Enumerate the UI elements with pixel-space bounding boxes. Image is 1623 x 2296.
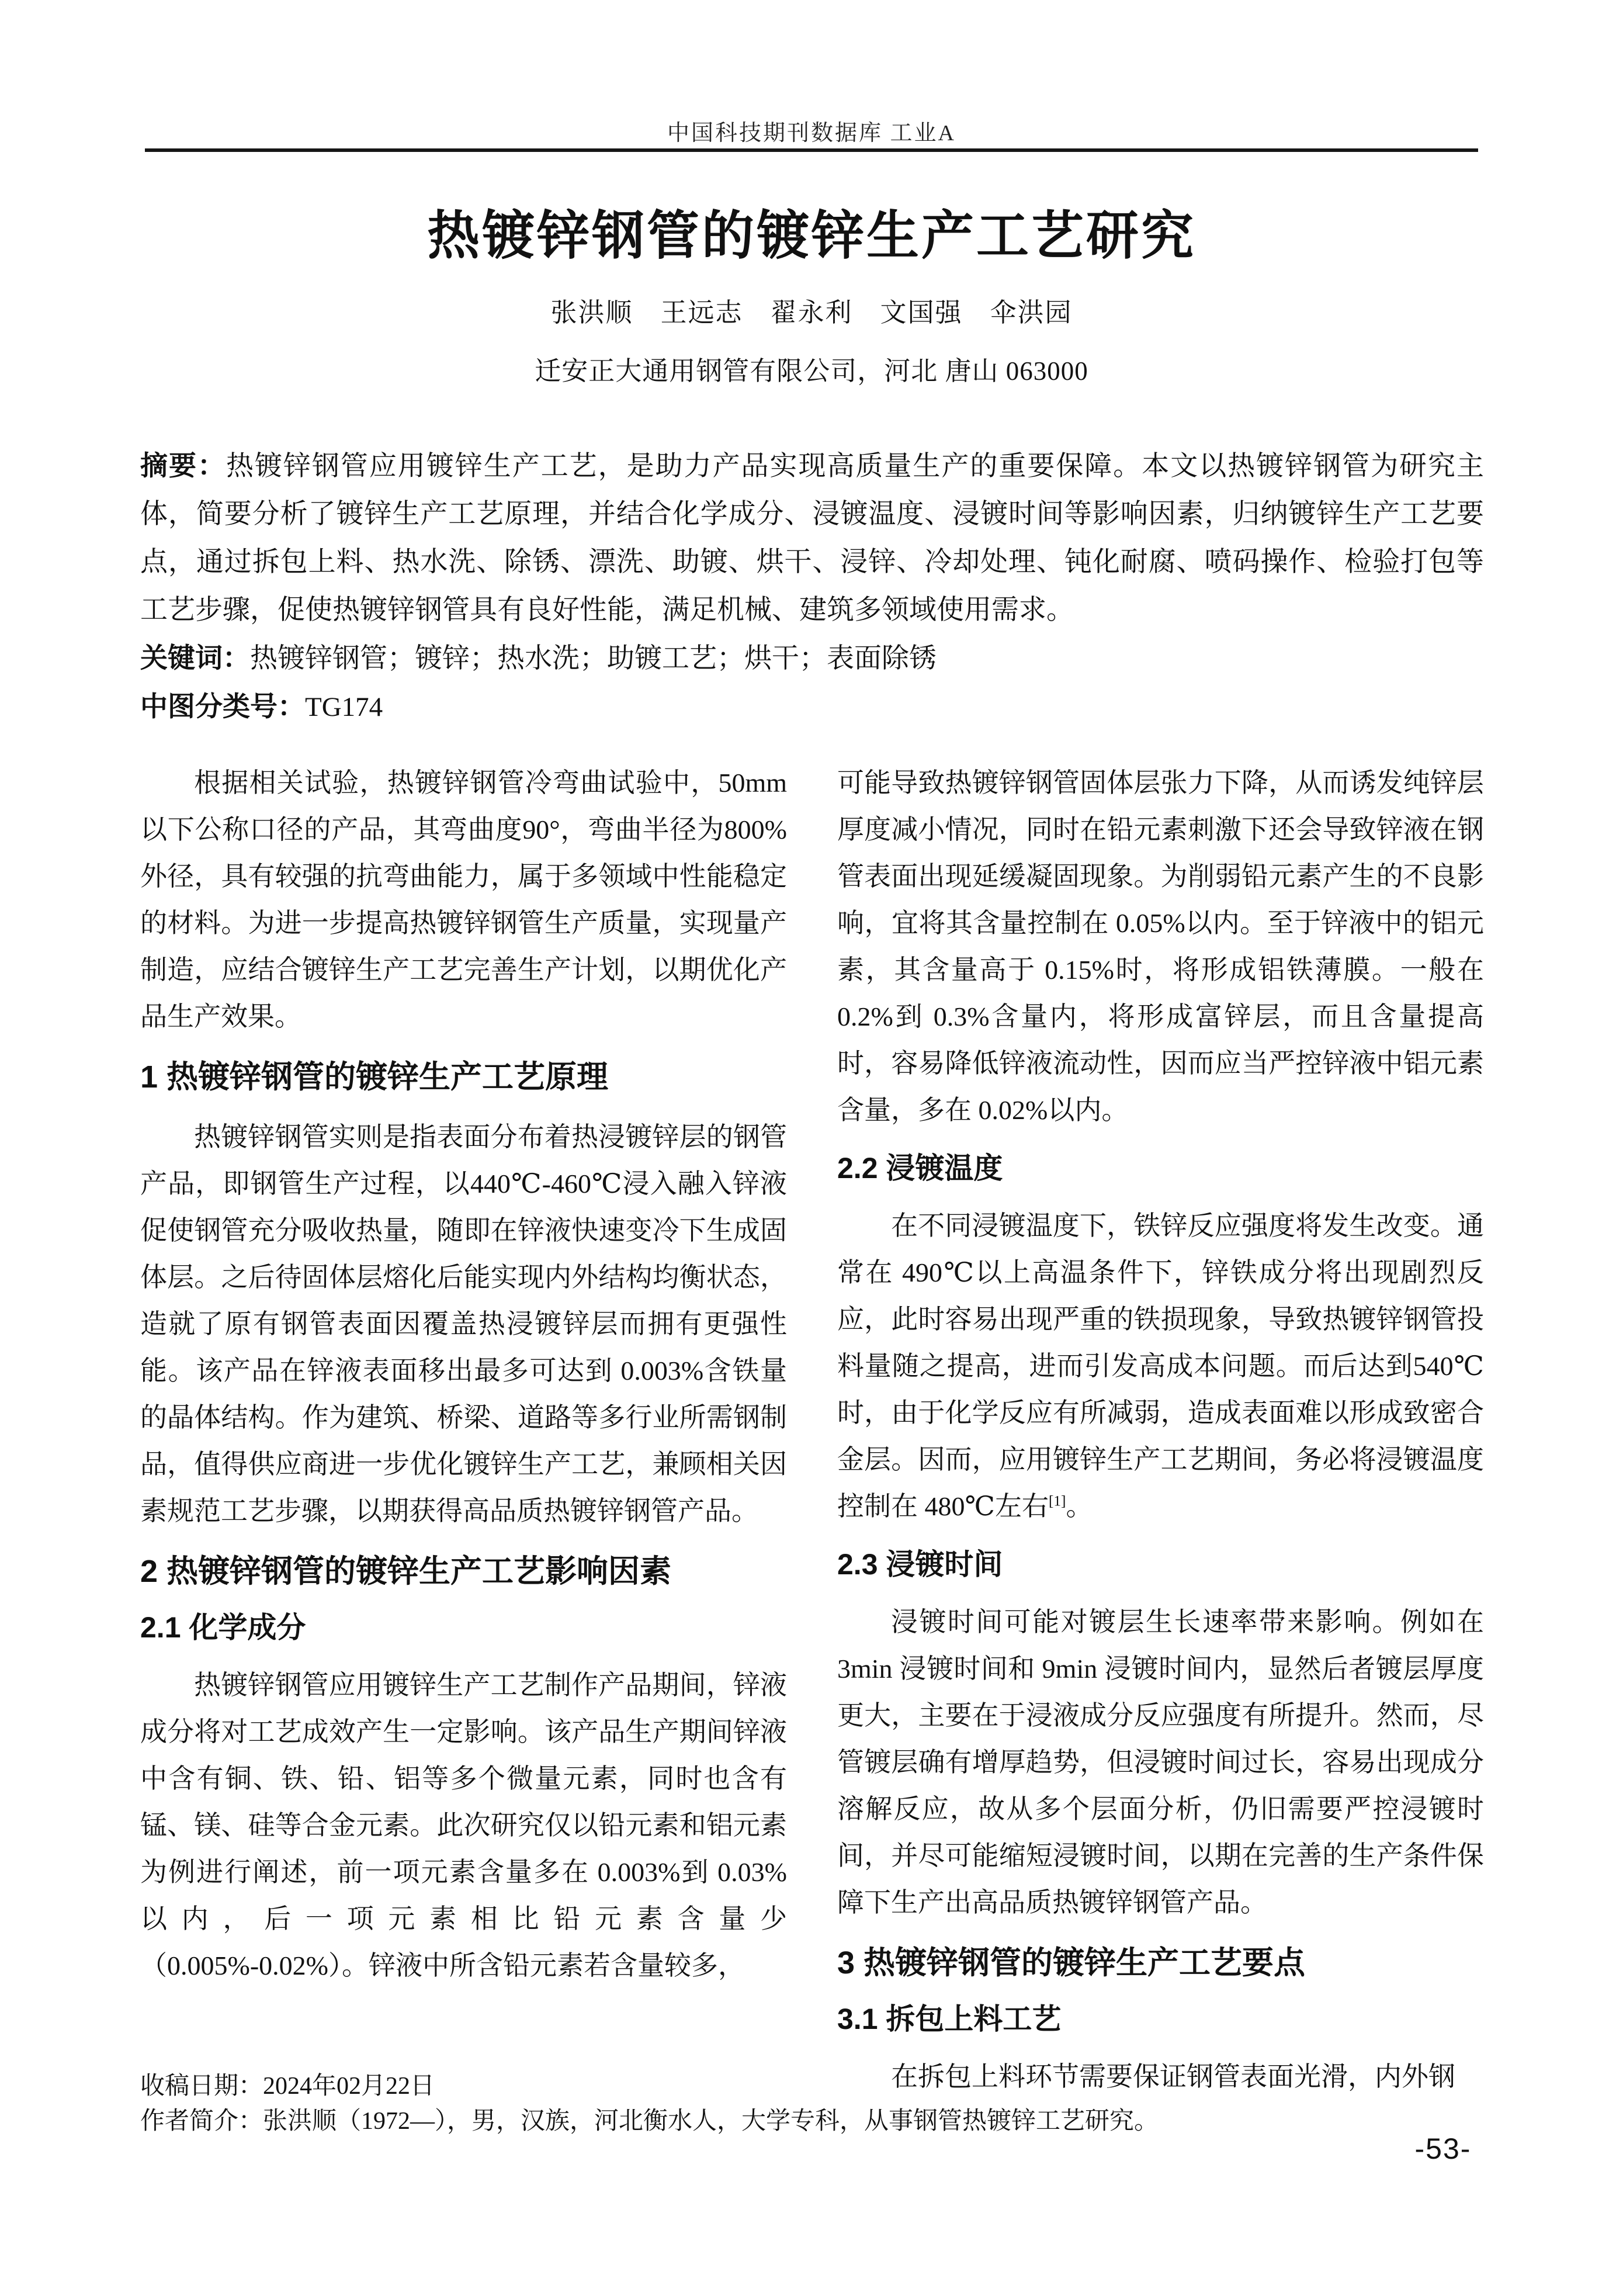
right-column (837, 760, 1484, 2100)
section-1-heading: 1 热镀锌钢管的镀锌生产工艺原理 (140, 1059, 609, 1095)
header-rule (145, 148, 1478, 152)
intro-paragraph: 根据相关试验，热镀锌钢管冷弯曲试验中，50mm以下公称口径的产品，其弯曲度90°，弯曲半径为800%外径，具有较强的抗弯曲能力，属于多领域中性能稳定的材料。为进一步提高热镀锌钢管生产质量，实现量产制造，应结合镀锌生产工艺完善生产计划，以期优化产品生产效果。 (140, 768, 787, 1031)
author-bio-line: 作者简介：张洪顺（1972—），男，汉族，河北衡水人，大学专科，从事钢管热镀锌工艺研究。 (140, 2108, 1159, 2135)
section-2-3-heading: 2.3 浸镀时间 (837, 1548, 1003, 1581)
page-number: -53- (1414, 2132, 1472, 2165)
section-2-2-paragraph: 在不同浸镀温度下，铁锌反应强度将发生改变。通常在 490℃以上高温条件下，锌铁成分将出现剧烈反应，此时容易出现严重的铁损现象，导致热镀锌钢管投料量随之提高，进而引发高成本问题。而后达到540℃时，由于化学反应有所减弱，造成表面难以形成致密合金层。因而，应用镀锌生产工艺期间，务必将浸镀温度控制在 480℃左右[1]。 (837, 1211, 1484, 1521)
left-column (140, 760, 787, 2100)
clc-text: TG174 (305, 692, 383, 722)
section-2-1-paragraph-continued: 可能导致热镀锌钢管固体层张力下降，从而诱发纯锌层厚度减小情况，同时在铅元素刺激下还会导致锌液在钢管表面出现延缓凝固现象。为削弱铅元素产生的不良影响，宜将其含量控制在 0.05%以内。至于锌液中的铝元素，其含量高于 0.15%时，将形成铝铁薄膜。一般在 0.2%到 0.3%含量内，将形成富锌层，而且含量提高时，容易降低锌液流动性，因而应当严控锌液中铝元素含量，多在 0.02%以内。 (837, 768, 1484, 1125)
keywords-line (140, 634, 1484, 683)
affiliation-line: 迁安正大通用钢管有限公司，河北 唐山 063000 (535, 356, 1088, 386)
clc-label: 中图分类号： (140, 691, 305, 722)
clc-line (140, 683, 1484, 731)
abstract-block (140, 442, 1484, 731)
section-1-paragraph: 热镀锌钢管实则是指表面分布着热浸镀锌层的钢管产品，即钢管生产过程，以440℃-460℃浸入融入锌液促使钢管充分吸收热量，随即在锌液快速变冷下生成固体层。之后待固体层熔化后能实现内外结构均衡状态，造就了原有钢管表面因覆盖热浸镀锌层而拥有更强性能。该产品在锌液表面移出最多可达到 0.003%含铁量的晶体结构。作为建筑、桥梁、道路等多行业所需钢制品，值得供应商进一步优化镀锌生产工艺，兼顾相关因素规范工艺步骤，以期获得高品质热镀锌钢管产品。 (140, 1122, 787, 1526)
received-date-line: 收稿日期：2024年02月22日 (140, 2073, 435, 2100)
footnote-block (140, 2069, 1484, 2139)
section-2-1-paragraph: 热镀锌钢管应用镀锌生产工艺制作产品期间，锌液成分将对工艺成效产生一定影响。该产品生产期间锌液中含有铜、铁、铅、铝等多个微量元素，同时也含有锰、镁、硅等合金元素。此次研究仅以铅元素和铝元素为例进行阐述，前一项元素含量多在 0.003%到 0.03%以内，后一项元素相比铅元素含量少（0.005%-0.02%）。锌液中所含铅元素若含量较多， (140, 1670, 787, 1980)
section-2-1-heading: 2.1 化学成分 (140, 1611, 306, 1644)
keywords-label: 关键词： (140, 642, 250, 673)
citation-ref: [1] (1048, 1492, 1066, 1509)
keywords-text: 热镀锌钢管；镀锌；热水洗；助镀工艺；烘干；表面除锈 (250, 643, 937, 674)
abstract-label: 摘要： (140, 450, 226, 481)
section-3-1-heading: 3.1 拆包上料工艺 (837, 2003, 1062, 2035)
section-2-heading: 2 热镀锌钢管的镀锌生产工艺影响因素 (140, 1554, 672, 1589)
section-2-3-paragraph: 浸镀时间可能对镀层生长速率带来影响。例如在3min 浸镀时间和 9min 浸镀时间内，显然后者镀层厚度更大，主要在于浸液成分反应强度有所提升。然而，尽管镀层确有增厚趋势，但浸镀时间过长，容易出现成分溶解反应，故从多个层面分析，仍旧需要严控浸镀时间，并尽可能缩短浸镀时间，以期在完善的生产条件保障下生产出高品质热镀锌钢管产品。 (837, 1607, 1484, 1917)
paper-title: 热镀锌钢管的镀锌生产工艺研究 (427, 207, 1196, 265)
section-3-heading: 3 热镀锌钢管的镀锌生产工艺要点 (837, 1945, 1306, 1980)
abstract-paragraph (140, 442, 1484, 634)
abstract-text: 热镀锌钢管应用镀锌生产工艺，是助力产品实现高质量生产的重要保障。本文以热镀锌钢管为研究主体，简要分析了镀锌生产工艺原理，并结合化学成分、浸镀温度、浸镀时间等影响因素，归纳镀锌生产工艺要点，通过拆包上料、热水洗、除锈、漂洗、助镀、烘干、浸锌、冷却处理、钝化耐腐、喷码操作、检验打包等工艺步骤，促使热镀锌钢管具有良好性能，满足机械、建筑多领域使用需求。 (140, 451, 1484, 625)
journal-header-text: 中国科技期刊数据库 工业A (667, 121, 956, 146)
authors-line: 张洪顺 王远志 翟永利 文国强 伞洪园 (550, 298, 1073, 327)
section-2-2-heading: 2.2 浸镀温度 (837, 1152, 1003, 1185)
body-columns (140, 760, 1484, 2100)
section-3-1-paragraph: 在拆包上料环节需要保证钢管表面光滑，内外钢 (891, 2062, 1455, 2091)
